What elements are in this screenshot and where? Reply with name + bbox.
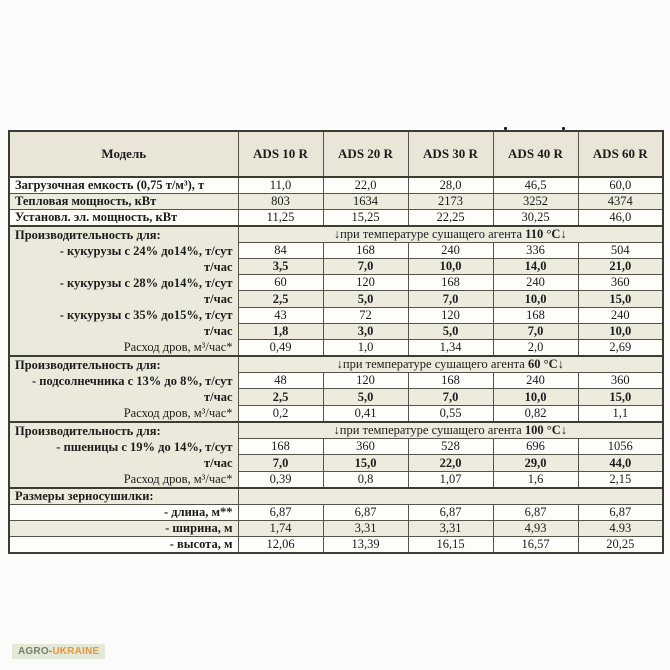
data-cell: 168	[408, 275, 493, 291]
data-cell: 72	[323, 307, 408, 323]
data-cell: 22,0	[408, 455, 493, 471]
data-cell: 13,39	[323, 537, 408, 554]
data-cell: 168	[493, 307, 578, 323]
data-cell: 2,0	[493, 339, 578, 356]
image-artifact-speck	[562, 127, 565, 130]
data-cell: 15,0	[578, 389, 663, 405]
data-cell: 10,0	[408, 259, 493, 275]
agro-ukraine-logo	[12, 644, 105, 659]
section-label-line: т/час	[204, 260, 233, 274]
data-cell: 0,49	[238, 339, 323, 356]
data-cell: 1,74	[238, 521, 323, 537]
column-header: ADS 10 R	[238, 131, 323, 177]
data-cell: 7,0	[238, 455, 323, 471]
data-cell: 12,06	[238, 537, 323, 554]
section-label-line: Производительность для:	[15, 228, 161, 242]
data-cell: 6,87	[238, 505, 323, 521]
data-cell: 6,87	[323, 505, 408, 521]
data-cell: 1634	[323, 194, 408, 210]
data-cell: 0,8	[323, 471, 408, 488]
data-cell: 43	[238, 307, 323, 323]
data-cell: 4,93	[493, 521, 578, 537]
data-cell: 14,0	[493, 259, 578, 275]
section-label	[9, 356, 238, 422]
data-cell: 696	[493, 439, 578, 455]
data-cell: 28,0	[408, 177, 493, 194]
section-label-line: т/час	[204, 390, 233, 404]
data-cell: 2,5	[238, 389, 323, 405]
logo-text-secondary: UKRAINE	[52, 646, 100, 657]
spec-table-container	[8, 130, 664, 554]
data-cell: 1,1	[578, 405, 663, 422]
data-cell: 7,0	[408, 291, 493, 307]
data-cell: 16,15	[408, 537, 493, 554]
section-label-line: т/час	[204, 324, 233, 338]
data-cell: 0,39	[238, 471, 323, 488]
data-cell: 3,31	[323, 521, 408, 537]
data-cell: 6,87	[493, 505, 578, 521]
data-cell: 528	[408, 439, 493, 455]
data-cell: 5,0	[323, 291, 408, 307]
temperature-header: ↓при температуре сушащего агента 100 °C↓	[238, 422, 663, 439]
column-header: ADS 40 R	[493, 131, 578, 177]
data-cell: 2,5	[238, 291, 323, 307]
data-cell: 0,41	[323, 405, 408, 422]
data-cell: 46,5	[493, 177, 578, 194]
data-cell: 44,0	[578, 455, 663, 471]
data-cell: 29,0	[493, 455, 578, 471]
data-cell: 1,8	[238, 323, 323, 339]
data-cell: 336	[493, 243, 578, 259]
section-label-line: Расход дров, м³/час*	[123, 406, 233, 420]
data-cell: 0,82	[493, 405, 578, 422]
data-cell: 360	[578, 275, 663, 291]
data-cell: 15,0	[323, 455, 408, 471]
section-label	[9, 226, 238, 356]
logo-text-primary: AGRO-	[18, 646, 53, 657]
data-cell: 7,0	[323, 259, 408, 275]
data-cell: 240	[493, 275, 578, 291]
data-cell: 0,55	[408, 405, 493, 422]
data-cell: 1,07	[408, 471, 493, 488]
data-cell: 1,0	[323, 339, 408, 356]
empty-cell	[238, 488, 663, 505]
data-cell: 803	[238, 194, 323, 210]
row-label: Тепловая мощность, кВт	[9, 194, 238, 210]
data-cell: 168	[323, 243, 408, 259]
section-label-line: Производительность для:	[15, 358, 161, 372]
section-label-line: - подсолнечника с 13% до 8%, т/сут	[31, 374, 233, 388]
data-cell: 15,25	[323, 210, 408, 227]
column-header: ADS 60 R	[578, 131, 663, 177]
data-cell: 6,87	[578, 505, 663, 521]
dryer-spec-table	[8, 130, 664, 554]
data-cell: 168	[238, 439, 323, 455]
data-cell: 360	[578, 373, 663, 389]
section-label-line: т/час	[204, 292, 233, 306]
data-cell: 240	[578, 307, 663, 323]
data-cell: 22,0	[323, 177, 408, 194]
data-cell: 16,57	[493, 537, 578, 554]
data-cell: 46,0	[578, 210, 663, 227]
data-cell: 21,0	[578, 259, 663, 275]
data-cell: 5,0	[323, 389, 408, 405]
section-label-line: - пшеницы с 19% до 14%, т/сут	[56, 440, 233, 454]
column-header: ADS 20 R	[323, 131, 408, 177]
data-cell: 20,25	[578, 537, 663, 554]
data-cell: 120	[408, 307, 493, 323]
data-cell: 0,2	[238, 405, 323, 422]
data-cell: 4.93	[578, 521, 663, 537]
row-label: Размеры зерносушилки:	[9, 488, 238, 505]
data-cell: 168	[408, 373, 493, 389]
data-cell: 2173	[408, 194, 493, 210]
data-cell: 3252	[493, 194, 578, 210]
section-label-line: Расход дров, м³/час*	[123, 472, 233, 486]
data-cell: 7,0	[408, 389, 493, 405]
data-cell: 4374	[578, 194, 663, 210]
data-cell: 3,0	[323, 323, 408, 339]
data-cell: 30,25	[493, 210, 578, 227]
data-cell: 120	[323, 373, 408, 389]
data-cell: 11,0	[238, 177, 323, 194]
data-cell: 6,87	[408, 505, 493, 521]
data-cell: 1,6	[493, 471, 578, 488]
section-label-line: - кукурузы с 24% до14%, т/сут	[59, 244, 233, 258]
section-label	[9, 422, 238, 488]
data-cell: 504	[578, 243, 663, 259]
temperature-header: ↓при температуре сушащего агента 60 °C↓	[238, 356, 663, 373]
data-cell: 10,0	[493, 389, 578, 405]
data-cell: 2,15	[578, 471, 663, 488]
data-cell: 3,5	[238, 259, 323, 275]
data-cell: 60	[238, 275, 323, 291]
data-cell: 10,0	[493, 291, 578, 307]
data-cell: 3,31	[408, 521, 493, 537]
data-cell: 22,25	[408, 210, 493, 227]
data-cell: 240	[408, 243, 493, 259]
temperature-header: ↓при температуре сушащего агента 110 °C↓	[238, 226, 663, 243]
data-cell: 120	[323, 275, 408, 291]
row-label: - длина, м**	[9, 505, 238, 521]
row-label: Загрузочная емкость (0,75 т/м³), т	[9, 177, 238, 194]
section-label-line: Производительность для:	[15, 424, 161, 438]
data-cell: 1056	[578, 439, 663, 455]
image-artifact-speck	[504, 127, 507, 130]
row-label: Установл. эл. мощность, кВт	[9, 210, 238, 227]
section-label-line: Расход дров, м³/час*	[123, 340, 233, 354]
data-cell: 2,69	[578, 339, 663, 356]
data-cell: 240	[493, 373, 578, 389]
data-cell: 10,0	[578, 323, 663, 339]
table-header-row	[9, 131, 663, 177]
data-cell: 84	[238, 243, 323, 259]
data-cell: 15,0	[578, 291, 663, 307]
column-header: ADS 30 R	[408, 131, 493, 177]
data-cell: 5,0	[408, 323, 493, 339]
row-label: - ширина, м	[9, 521, 238, 537]
data-cell: 1,34	[408, 339, 493, 356]
section-label-line: - кукурузы с 28% до14%, т/сут	[59, 276, 233, 290]
data-cell: 60,0	[578, 177, 663, 194]
column-header-model: Модель	[9, 131, 238, 177]
data-cell: 11,25	[238, 210, 323, 227]
data-cell: 7,0	[493, 323, 578, 339]
section-label-line: т/час	[204, 456, 233, 470]
row-label: - высота, м	[9, 537, 238, 554]
section-label-line: - кукурузы с 35% до15%, т/сут	[59, 308, 233, 322]
data-cell: 48	[238, 373, 323, 389]
data-cell: 360	[323, 439, 408, 455]
